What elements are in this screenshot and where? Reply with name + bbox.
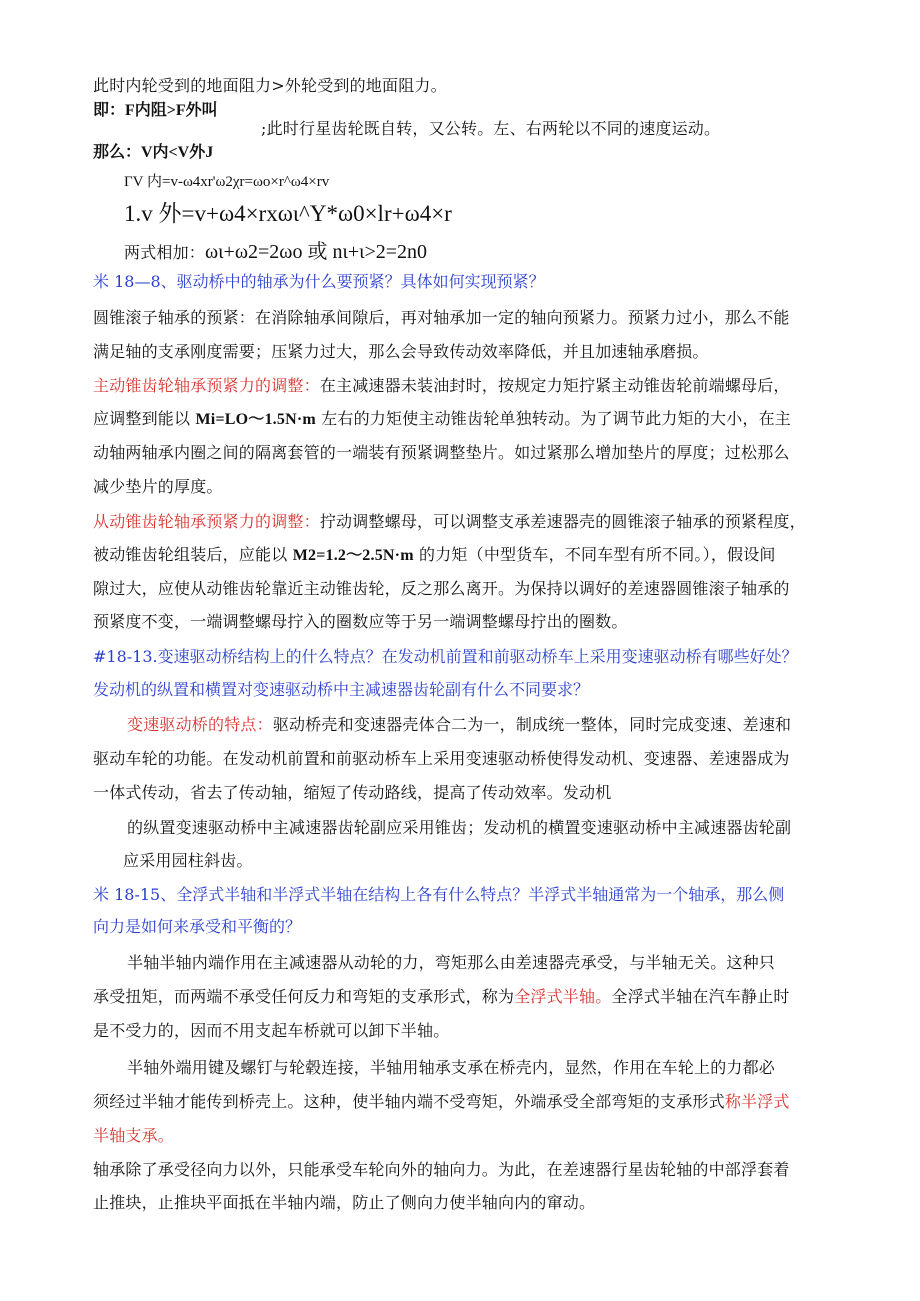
line-text: 1.v 外=v+ω4×rxωι^Y*ω0×lr+ω4×r [124,201,452,226]
line-text: 是不受力的，因而不用支起车桥就可以卸下半轴。 [93,1021,450,1040]
line-text: 的纵置变速驱动桥中主减速器齿轮副应采用锥齿；发动机的横置变速驱动桥中主减速器齿轮副 [127,818,792,837]
formula-line [124,170,329,194]
line-text: 驱动车轮的功能。在发动机前置和前驱动桥车上采用变速驱动桥使得发动机、变速器、差速器成为 [93,749,790,768]
text-line [93,781,611,805]
line-text: 须经过半轴才能传到桥壳上。这种，使半轴内端不受弯矩，外端承受全部弯矩的支承形式 [93,1092,725,1111]
text-line [93,1191,595,1215]
text-line [93,441,790,465]
formula-line [93,141,213,165]
text-line [93,1158,790,1182]
section-heading [93,883,784,907]
line-text: 一体式传动，省去了传动轴，缩短了传动路线，提高了传动效率。发动机 [93,783,612,802]
heading-text: 米 18-15、全浮式半轴和半浮式半轴在结构上各有什么特点？半浮式半轴通常为一个轴承，那么侧 [93,885,785,904]
line-text: 在主减速器未装油封时，按规定力矩拧紧主动锥齿轮前端螺母后， [319,376,790,395]
line-text: 此时内轮受到的地面阻力>外轮受到的地面阻力。 [93,76,447,95]
text-line [93,74,447,98]
text-line [93,407,791,432]
text-line [93,475,223,499]
line-text: 即：F内阻>F外叫 [93,102,218,119]
text-line [93,306,790,330]
section-heading [93,645,798,669]
line-text: 圆锥滚子轴承的预紧：在消除轴承间隙后，再对轴承加一定的轴向预紧力。预紧力过小，那么不能 [93,308,790,327]
section-heading [93,270,545,294]
text-line [93,1124,174,1148]
line-text: 满足轴的支承刚度需要；压紧力过大，那么会导致传动效率降低，并且加速轴承磨损。 [93,342,709,361]
highlight-text: 变速驱动桥的特点： [127,715,273,734]
text-line [93,577,790,601]
line-text: 轴承除了承受径向力以外，只能承受车轮向外的轴向力。为此，在差速器行星齿轮轴的中部浮套着 [93,1160,790,1179]
line-text: ;此时行星齿轮既自转，又公转。左、右两轮以不同的速度运动。 [261,119,721,138]
line-text: 承受扭矩，而两端不承受任何反力和弯矩的支承形式，称为 [93,987,515,1006]
line-text: 两式相加： [124,243,206,262]
text-line [123,849,253,873]
formula-text: ωι+ω2=2ωo 或 nι+ι>2=2n0 [205,241,428,263]
highlight-text: 主动锥齿轮轴承预紧力的调整： [93,376,320,395]
line-text: 半轴外端用键及螺钉与轮毂连接，半轴用轴承支承在桥壳内，显然，作用在车轮上的力都必 [127,1058,776,1077]
highlight-text: 从动锥齿轮轴承预紧力的调整： [93,512,320,531]
line-text: ΓV 内=v-ω4xr'ω2χr=ωo×r^ω4×rv [124,174,330,190]
text-line [93,1090,790,1114]
text-line [93,543,776,568]
text-line [93,510,806,534]
line-text: 左右的力矩使主动锥齿轮单独转动。为了调节此力矩的大小，在主 [315,409,791,428]
highlight-text: 称半浮式 [724,1092,790,1111]
formula-text: M2=1.2～2.5N·m [292,547,414,564]
line-text: 止推块，止推块平面抵在半轴内端，防止了侧向力使半轴向内的窜动。 [93,1193,596,1212]
line-text: 半轴半轴内端作用在主减速器从动轮的力，弯矩那么由差速器壳承受，与半轴无关。这种只 [127,953,776,972]
formula-line [124,238,427,267]
line-text: 全浮式半轴在汽车静止时 [611,987,790,1006]
text-line [93,340,709,364]
formula-line [93,99,218,123]
text-line [93,610,628,634]
highlight-text: 全浮式半轴。 [514,987,612,1006]
heading-text: 发动机的纵置和横置对变速驱动桥中主减速器齿轮副有什么不同要求？ [93,680,590,699]
line-text: 隙过大，应使从动锥齿轮靠近主动锥齿轮，反之那么离开。为保持以调好的差速器圆锥滚子轴承的 [93,579,790,598]
section-heading [93,678,589,702]
line-text: 应调整到能以 [93,409,196,428]
line-text: 动轴两轴承内圈之间的隔离套管的一端装有预紧调整垫片。如过紧那么增加垫片的厚度；过松那么 [93,443,790,462]
line-text: 那么：V内<V外J [93,144,214,161]
heading-text: 米 18—8、驱动桥中的轴承为什么要预紧？具体如何实现预紧？ [93,272,545,291]
text-line [93,374,790,398]
text-line [127,713,791,737]
text-line [93,747,790,771]
section-heading [93,915,301,939]
highlight-text: 半轴支承。 [93,1126,175,1145]
heading-text: #18-13.变速驱动桥结构上的什么特点？在发动机前置和前驱动桥车上采用变速驱动桥有哪些好处？ [93,647,798,666]
text-line [93,985,790,1009]
formula-text: Mi=LO～1.5N·m [195,411,316,428]
line-text: 拧动调整螺母，可以调整支承差速器壳的圆锥滚子轴承的预紧程度， [319,512,806,531]
text-line [127,816,791,840]
line-text: 被动锥齿轮组装后，应能以 [93,545,293,564]
line-text: 预紧度不变，一端调整螺母拧入的圈数应等于另一端调整螺母拧出的圈数。 [93,612,628,631]
text-line [127,1056,775,1080]
text-line [261,117,720,141]
line-text: 驱动桥壳和变速器壳体合二为一，制成统一整体，同时完成变速、差速和 [272,715,792,734]
heading-text: 向力是如何来承受和平衡的？ [93,917,302,936]
formula-line [124,199,452,229]
line-text: 的力矩（中型货车，不同车型有所不同。），假设间 [413,545,776,564]
text-line [127,951,775,975]
line-text: 应采用园柱斜齿。 [123,851,253,870]
text-line [93,1019,449,1043]
line-text: 减少垫片的厚度。 [93,477,223,496]
